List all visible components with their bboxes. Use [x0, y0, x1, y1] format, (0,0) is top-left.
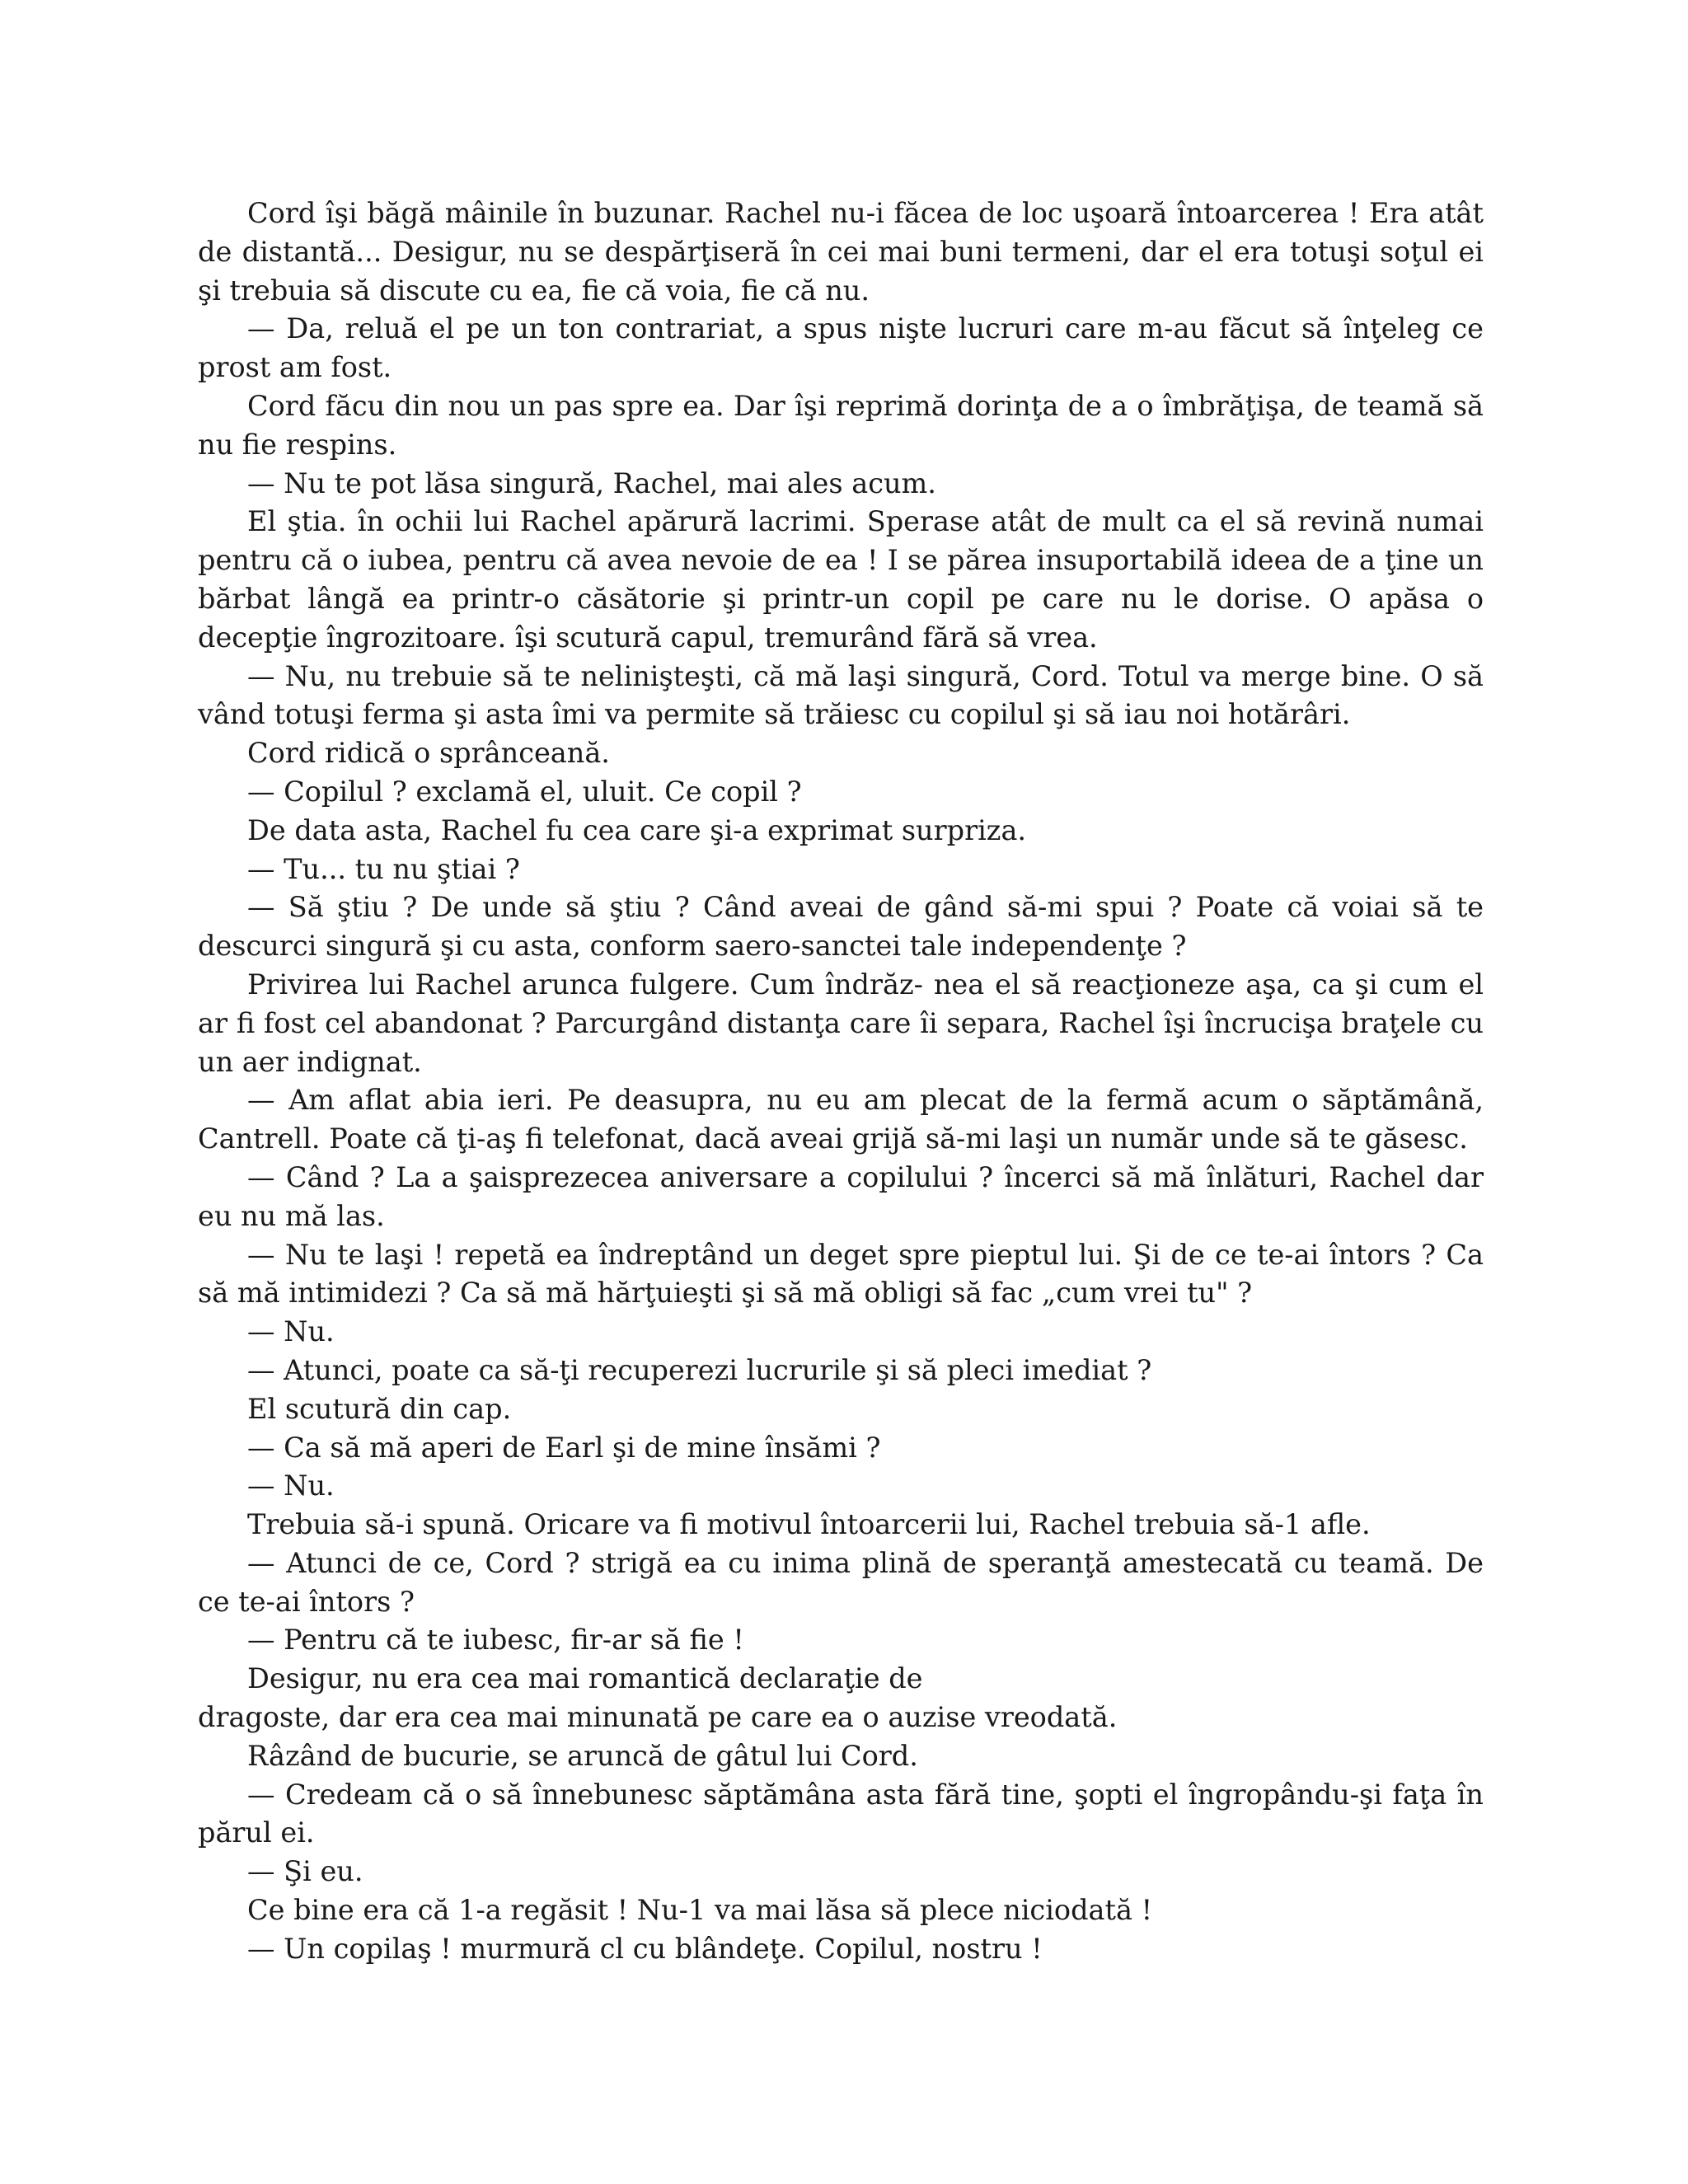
paragraph: — Nu.: [247, 1469, 335, 1502]
paragraph: El ştia. în ochii lui Rachel apărură lacrimi. Sperase atât de mult ca el să revină numai pentru că o iubea, pentru că avea nevoie de ea ! I se părea insuportabilă ideea de a ţine un bărbat lângă ea printr-o căsătorie şi printr-un copil pe care nu le dorise. O apăsa o decepţie îngrozitoare. îşi scutură capul, tremurând fără să vrea.: [198, 505, 1484, 654]
paragraph: — Să ştiu ? De unde să ştiu ? Când aveai de gând să-mi spui ? Poate că voiai să te descurci singură şi cu asta, conform saero-sanctei tale independenţe ?: [198, 891, 1484, 963]
paragraph: Cord îşi băgă mâinile în buzunar. Rachel nu-i făcea de loc uşoară întoarcerea ! Era atât de distantă... Desigur, nu se despărţiseră în cei mai buni termeni, dar el era totuşi soţul ei şi trebuia să discute cu ea, fie că voia, fie că nu.: [198, 197, 1484, 307]
paragraph: — Tu... tu nu ştiai ?: [247, 852, 520, 885]
paragraph: — Da, reluă el pe un ton contrariat, a spus nişte lucruri care m-au făcut să înţeleg ce prost am fost.: [198, 312, 1484, 384]
paragraph: Cord făcu din nou un pas spre ea. Dar îşi reprimă dorinţa de a o îmbrăţişa, de teamă să nu fie respins.: [198, 389, 1484, 461]
paragraph: Privirea lui Rachel arunca fulgere. Cum îndrăz- nea el să reacţioneze aşa, ca şi cum el ar fi fost cel abandonat ? Parcurgând distanţa care îi separa, Rachel îşi încrucişa braţele cu un aer indignat.: [198, 968, 1484, 1078]
paragraph: — Pentru că te iubesc, fir-ar să fie !: [247, 1624, 744, 1657]
paragraph: — Nu.: [247, 1315, 335, 1348]
paragraph: — Un copilaş ! murmură cl cu blândeţe. Copilul, nostru !: [247, 1932, 1043, 1965]
paragraph: — Nu, nu trebuie să te nelinişteşti, că mă laşi singură, Cord. Totul va merge bine. O să vând totuşi ferma şi asta îmi va permite să trăiesc cu copilul şi să iau noi hotărâri.: [198, 659, 1484, 731]
paragraph: De data asta, Rachel fu cea care şi-a exprimat surpriza.: [247, 813, 1027, 846]
paragraph: Râzând de bucurie, se aruncă de gâtul lui Cord.: [247, 1739, 918, 1772]
text-column: [198, 194, 1484, 1969]
paragraph: Ce bine era că 1-a regăsit ! Nu-1 va mai lăsa să plece niciodată !: [247, 1894, 1153, 1927]
paragraph: — Atunci, poate ca să-ţi recuperezi lucrurile şi să pleci imediat ?: [247, 1353, 1152, 1386]
paragraph: El scutură din cap.: [247, 1392, 512, 1425]
paragraph: — Nu te pot lăsa singură, Rachel, mai ales acum.: [247, 466, 936, 499]
paragraph: Trebuia să-i spună. Oricare va fi motivul întoarcerii lui, Rachel trebuia să-1 afle.: [247, 1508, 1371, 1541]
paragraph: — Credeam că o să înnebunesc săptămâna asta fără tine, şopti el îngropându-şi faţa în părul ei.: [198, 1778, 1484, 1849]
paragraph: — Nu te laşi ! repetă ea îndreptând un deget spre pieptul lui. Şi de ce te-ai întors ? Ca să mă intimidezi ? Ca să mă hărţuieşti şi să mă obligi să fac „cum vrei tu" ?: [198, 1238, 1484, 1310]
paragraph: — Atunci de ce, Cord ? strigă ea cu inima plină de speranţă amestecată cu teamă. De ce te-ai întors ?: [198, 1546, 1484, 1618]
paragraph: — Ca să mă aperi de Earl şi de mine însămi ?: [247, 1431, 881, 1464]
paragraph: — Copilul ? exclamă el, uluit. Ce copil ?: [247, 775, 802, 808]
paragraph-continuation: dragoste, dar era cea mai minunată pe care ea o auzise vreodată.: [198, 1701, 1118, 1734]
paragraph: Desigur, nu era cea mai romantică declaraţie de: [247, 1662, 923, 1695]
paragraph: — Când ? La a şaisprezecea aniversare a copilului ? încerci să mă înlături, Rachel dar eu nu mă las.: [198, 1160, 1484, 1232]
paragraph: — Am aflat abia ieri. Pe deasupra, nu eu am plecat de la fermă acum o săptămână, Cantrell. Poate că ţi-aş fi telefonat, dacă aveai grijă să-mi laşi un număr unde să te găsesc.: [198, 1084, 1484, 1155]
paragraph: — Şi eu.: [247, 1855, 363, 1888]
paragraph: Cord ridică o sprânceană.: [247, 737, 610, 770]
